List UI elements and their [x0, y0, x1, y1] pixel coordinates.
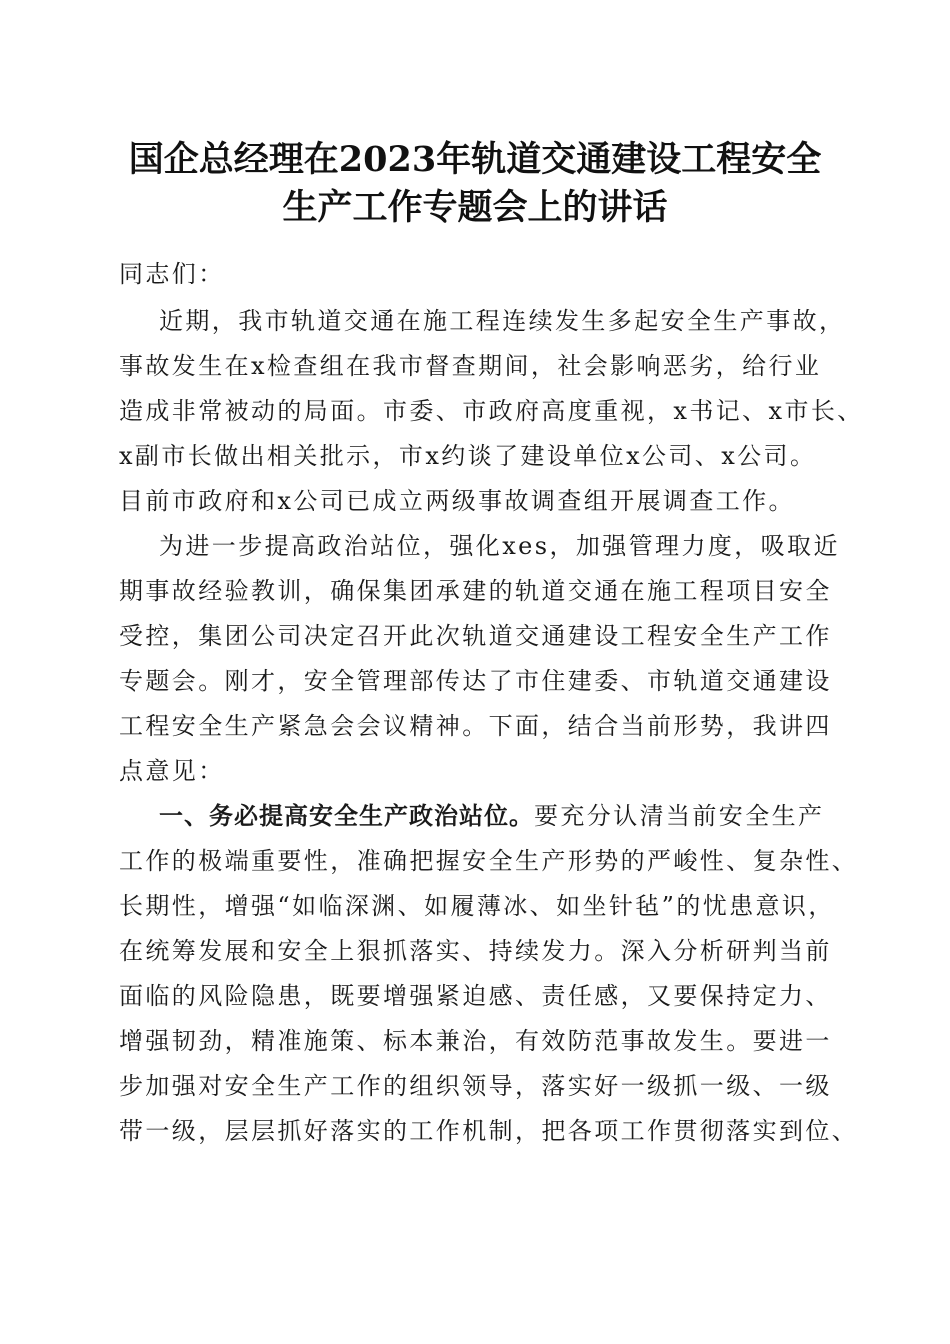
document-body	[119, 252, 864, 1154]
section-heading: 一、务必提高安全生产政治站位。	[159, 802, 534, 830]
paragraph-first-line	[119, 794, 839, 839]
title-line-1: 国企总经理在2023年轨道交通建设工程安全	[128, 139, 822, 180]
paragraph-line: 为进一步提高政治站位，强化xes，加强管理力度，吸取近	[159, 532, 840, 560]
paragraph-line: 近期，我市轨道交通在施工程连续发生多起安全生产事故，	[159, 307, 846, 335]
paragraph-2	[119, 524, 839, 794]
paragraph-line: 面临的风险隐患，既要增强紧迫感、责任感，又要保持定力、	[119, 982, 832, 1010]
document-title	[100, 136, 850, 232]
paragraph-line: 带一级，层层抓好落实的工作机制，把各项工作贯彻落实到位、	[119, 1117, 859, 1145]
paragraph-line: 在统筹发展和安全上狠抓落实、持续发力。深入分析研判当前	[119, 937, 832, 965]
paragraph-line: 长期性，增强“如临深渊、如履薄冰、如坐针毡”的忧患意识，	[119, 892, 835, 920]
paragraph-line: 受控，集团公司决定召开此次轨道交通建设工程安全生产工作	[119, 622, 832, 650]
paragraph-1	[119, 299, 864, 524]
greeting: 同志们：	[119, 260, 225, 288]
paragraph-line: 目前市政府和x公司已成立两级事故调查组开展调查工作。	[119, 487, 795, 515]
paragraph-line: 步加强对安全生产工作的组织领导，落实好一级抓一级、一级	[119, 1072, 832, 1100]
section-heading-rest: 要充分认清当前安全生产	[534, 802, 825, 830]
paragraph-line: 造成非常被动的局面。市委、市政府高度重视，x书记、x市长、	[119, 397, 864, 425]
paragraph-line: 工程安全生产紧急会会议精神。下面，结合当前形势，我讲四	[119, 712, 832, 740]
paragraph-line: 期事故经验教训，确保集团承建的轨道交通在施工程项目安全	[119, 577, 832, 605]
paragraph-line: 专题会。刚才，安全管理部传达了市住建委、市轨道交通建设	[119, 667, 832, 695]
paragraph-line: 增强韧劲，精准施策、标本兼治，有效防范事故发生。要进一	[119, 1027, 832, 1055]
paragraph-line: 点意见：	[119, 757, 225, 785]
paragraph-3	[119, 794, 859, 1154]
paragraph-line: 工作的极端重要性，准确把握安全生产形势的严峻性、复杂性、	[119, 847, 859, 875]
paragraph-line: 事故发生在x检查组在我市督查期间，社会影响恶劣，给行业	[119, 352, 822, 380]
paragraph-line: x副市长做出相关批示，市x约谈了建设单位x公司、x公司。	[119, 442, 817, 470]
title-line-2: 生产工作专题会上的讲话	[282, 187, 668, 228]
